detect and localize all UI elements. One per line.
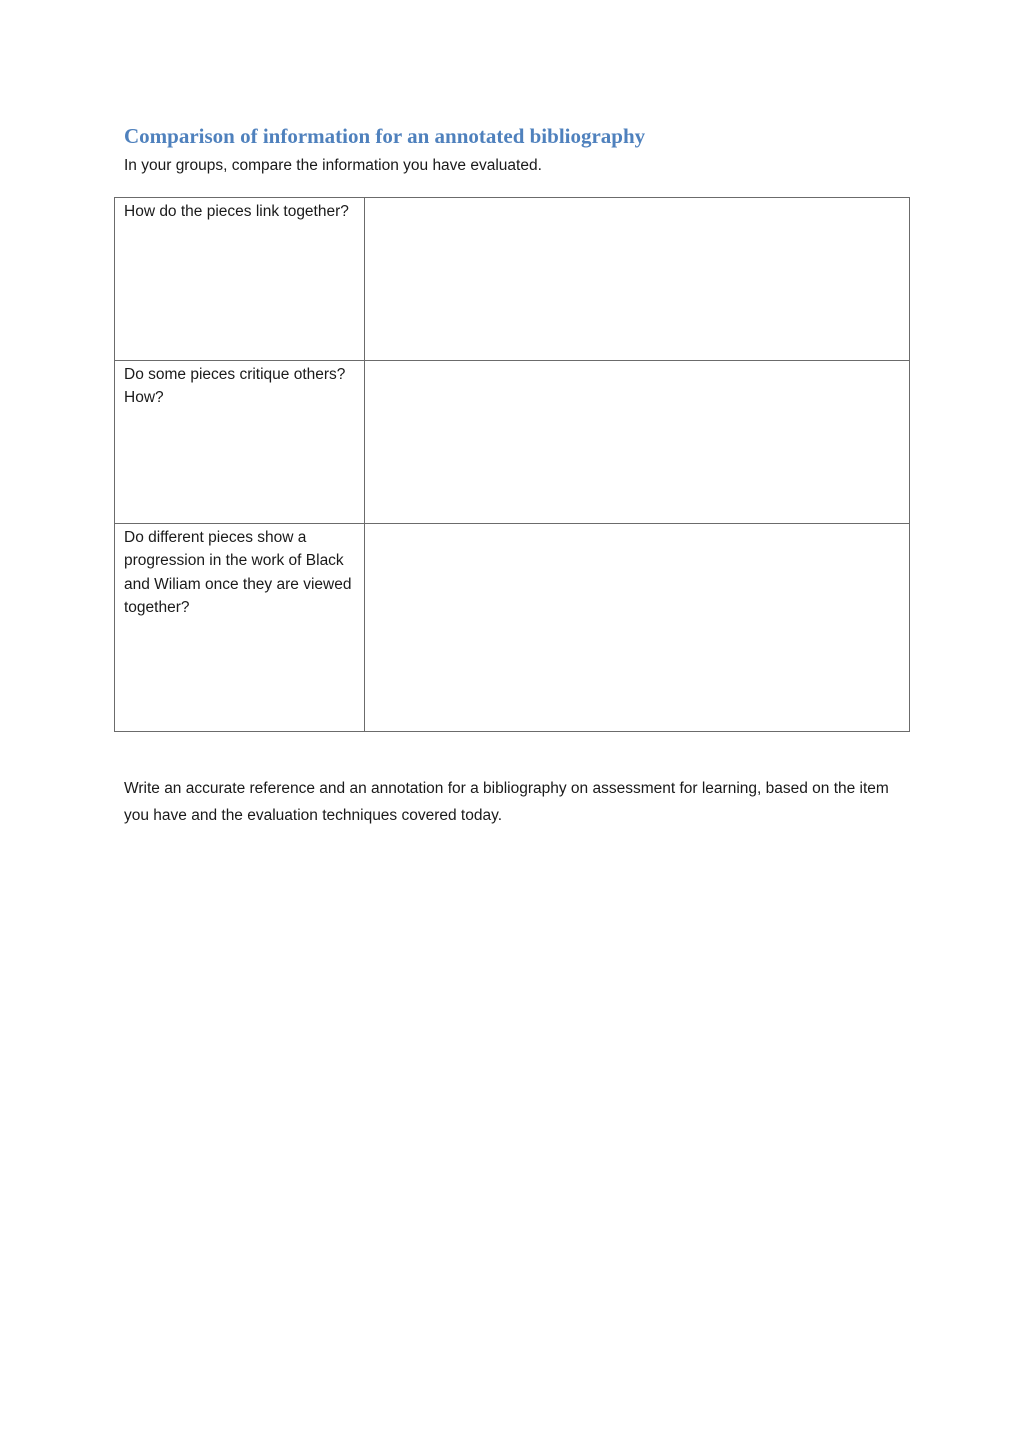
intro-text: In your groups, compare the information you have evaluated. — [124, 157, 542, 174]
answer-cell[interactable] — [365, 361, 910, 524]
table-row — [115, 524, 910, 732]
answer-cell[interactable] — [365, 198, 910, 361]
table-row — [115, 198, 910, 361]
instruction-text: Write an accurate reference and an annotation for a bibliography on assessment for learning, based on the item you have and the evaluation techniques covered today. — [124, 780, 889, 824]
question-cell — [115, 361, 365, 524]
question-text: How do the pieces link together? — [124, 203, 349, 220]
page-title: Comparison of information for an annotated bibliography — [124, 124, 646, 148]
question-cell — [115, 524, 365, 732]
answer-cell[interactable] — [365, 524, 910, 732]
question-text: Do some pieces critique others? How? — [124, 366, 346, 407]
comparison-table — [114, 197, 910, 732]
question-text: Do different pieces show a progression in the work of Black and Wiliam once they are viewed together? — [124, 529, 352, 616]
question-cell — [115, 198, 365, 361]
table-row — [115, 361, 910, 524]
